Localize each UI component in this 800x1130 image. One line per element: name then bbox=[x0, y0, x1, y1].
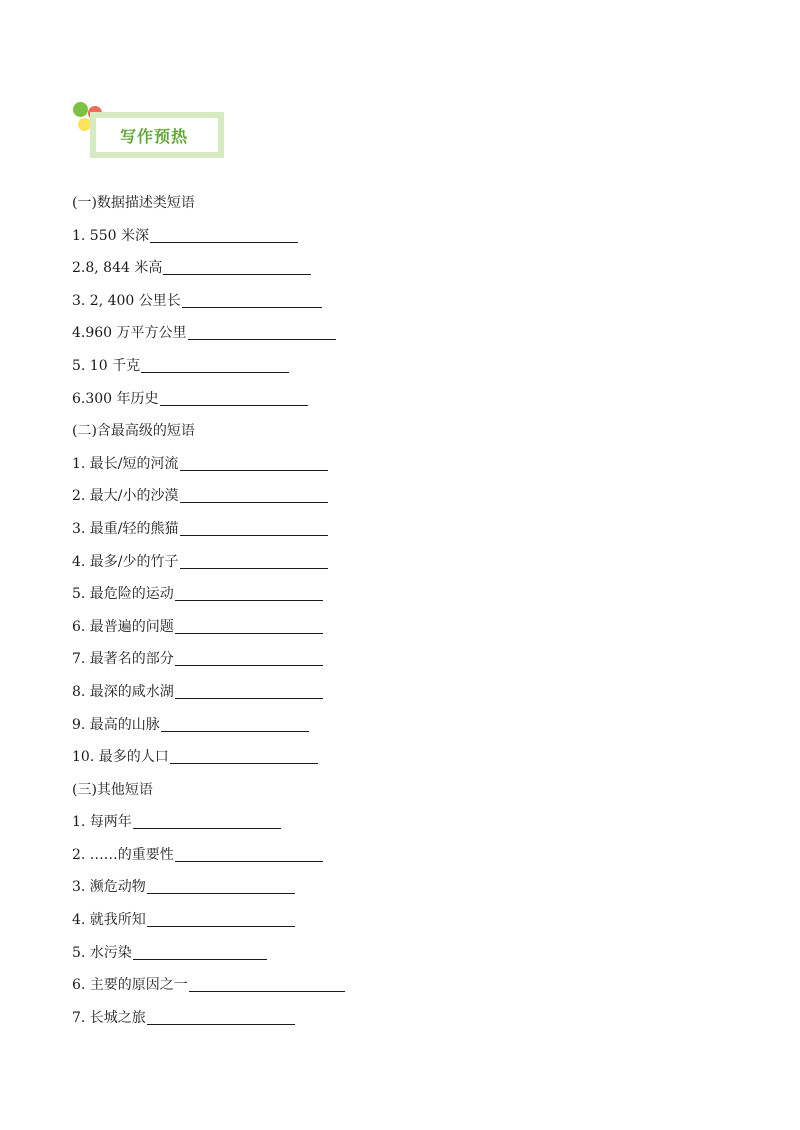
answer-blank[interactable] bbox=[180, 456, 328, 471]
exercise-prompt: 1. 每两年 bbox=[72, 814, 132, 831]
exercise-prompt: 7. 最著名的部分 bbox=[72, 651, 174, 668]
exercise-item bbox=[72, 741, 732, 774]
answer-blank[interactable] bbox=[163, 260, 311, 275]
exercise-prompt: 2.8, 844 米高 bbox=[72, 260, 163, 277]
answer-blank[interactable] bbox=[147, 1010, 295, 1025]
exercise-item bbox=[72, 643, 732, 676]
section-heading: (三)其他短语 bbox=[72, 781, 153, 798]
exercise-item bbox=[72, 676, 732, 709]
exercise-item bbox=[72, 871, 732, 904]
exercise-item bbox=[72, 448, 732, 481]
exercise-prompt: 1. 550 米深 bbox=[72, 227, 149, 244]
exercise-prompt: 4.960 万平方公里 bbox=[72, 325, 187, 342]
exercise-prompt: 2. 最大/小的沙漠 bbox=[72, 488, 179, 505]
exercise-item bbox=[72, 1002, 732, 1035]
exercise-prompt: 2. ……的重要性 bbox=[72, 846, 174, 863]
exercise-item bbox=[72, 513, 732, 546]
exercise-prompt: 8. 最深的咸水湖 bbox=[72, 683, 174, 700]
exercise-item bbox=[72, 480, 732, 513]
exercise-item bbox=[72, 806, 732, 839]
exercise-item bbox=[72, 220, 732, 253]
exercise-item bbox=[72, 383, 732, 416]
exercise-prompt: 9. 最高的山脉 bbox=[72, 716, 160, 733]
exercise-prompt: 6. 最普遍的问题 bbox=[72, 618, 174, 635]
exercise-prompt: 6.300 年历史 bbox=[72, 390, 159, 407]
answer-blank[interactable] bbox=[170, 749, 318, 764]
answer-blank[interactable] bbox=[175, 619, 323, 634]
answer-blank[interactable] bbox=[175, 847, 323, 862]
green-dot-icon bbox=[73, 102, 88, 117]
answer-blank[interactable] bbox=[175, 684, 323, 699]
badge-inner bbox=[96, 118, 218, 152]
answer-blank[interactable] bbox=[175, 586, 323, 601]
exercise-item bbox=[72, 937, 732, 970]
answer-blank[interactable] bbox=[180, 488, 328, 503]
exercise-prompt: 1. 最长/短的河流 bbox=[72, 455, 179, 472]
answer-blank[interactable] bbox=[182, 293, 322, 308]
answer-blank[interactable] bbox=[161, 717, 309, 732]
exercise-item bbox=[72, 350, 732, 383]
answer-blank[interactable] bbox=[133, 945, 267, 960]
exercise-prompt: 4. 最多/少的竹子 bbox=[72, 553, 179, 570]
badge-frame bbox=[90, 112, 224, 158]
exercise-list bbox=[72, 187, 732, 1034]
exercise-prompt: 3. 濒危动物 bbox=[72, 879, 146, 896]
exercise-prompt: 4. 就我所知 bbox=[72, 912, 146, 929]
exercise-prompt: 6. 主要的原因之一 bbox=[72, 977, 188, 994]
exercise-item bbox=[72, 578, 732, 611]
exercise-item bbox=[72, 969, 732, 1002]
exercise-item bbox=[72, 252, 732, 285]
answer-blank[interactable] bbox=[189, 977, 345, 992]
exercise-item bbox=[72, 285, 732, 318]
section-heading: (一)数据描述类短语 bbox=[72, 195, 195, 211]
exercise-item bbox=[72, 317, 732, 350]
exercise-prompt: 5. 10 千克 bbox=[72, 357, 141, 374]
page-title: 写作预热 bbox=[120, 126, 189, 146]
answer-blank[interactable] bbox=[180, 554, 328, 569]
answer-blank[interactable] bbox=[160, 391, 308, 406]
answer-blank[interactable] bbox=[180, 521, 328, 536]
exercise-prompt: 7. 长城之旅 bbox=[72, 1009, 146, 1026]
answer-blank[interactable] bbox=[133, 814, 281, 829]
exercise-item bbox=[72, 904, 732, 937]
exercise-prompt: 10. 最多的人口 bbox=[72, 749, 169, 766]
section-heading: (二)含最高级的短语 bbox=[72, 423, 195, 440]
exercise-item bbox=[72, 546, 732, 579]
answer-blank[interactable] bbox=[141, 358, 289, 373]
exercise-prompt: 3. 2, 400 公里长 bbox=[72, 292, 181, 309]
exercise-item bbox=[72, 709, 732, 742]
section-badge bbox=[72, 100, 228, 164]
answer-blank[interactable] bbox=[188, 325, 336, 340]
exercise-item bbox=[72, 839, 732, 872]
answer-blank[interactable] bbox=[147, 879, 295, 894]
answer-blank[interactable] bbox=[150, 228, 298, 243]
answer-blank[interactable] bbox=[175, 651, 323, 666]
exercise-prompt: 3. 最重/轻的熊猫 bbox=[72, 520, 179, 537]
exercise-item bbox=[72, 611, 732, 644]
exercise-prompt: 5. 水污染 bbox=[72, 944, 132, 961]
answer-blank[interactable] bbox=[147, 912, 295, 927]
exercise-prompt: 5. 最危险的运动 bbox=[72, 586, 174, 603]
